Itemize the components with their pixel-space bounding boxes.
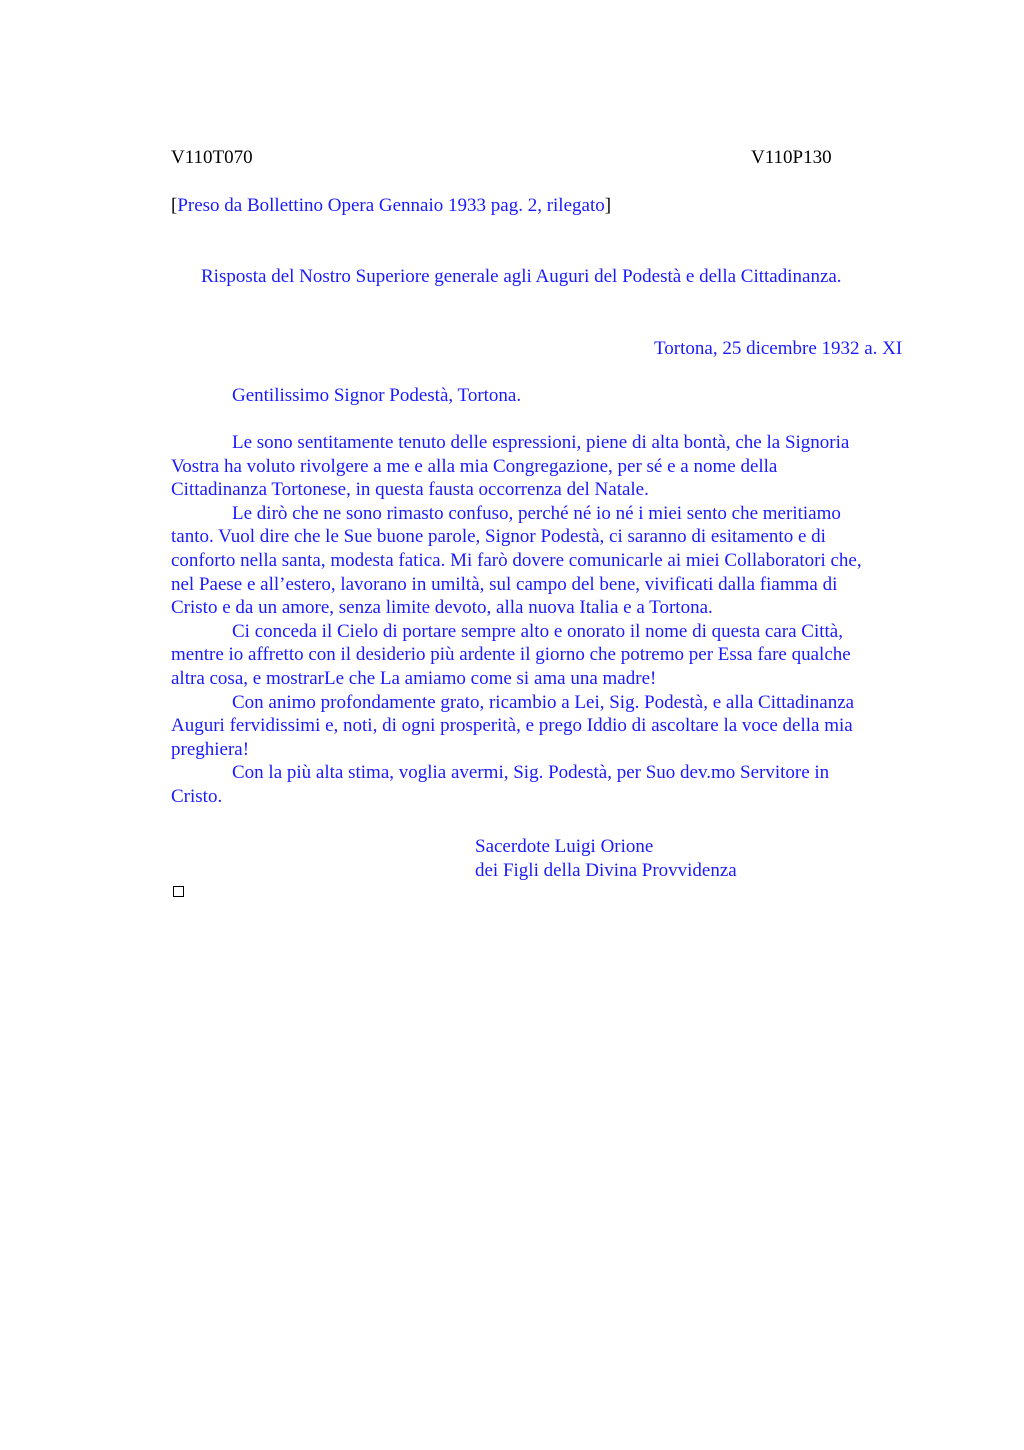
signature-name: Sacerdote Luigi Orione [475,836,654,857]
text-line: Auguri fervidissimi e, noti, di ogni prosperità, e prego Iddio di ascoltare la voce della mia [171,715,853,737]
salutation: Gentilissimo Signor Podestà, Tortona. [232,385,522,406]
signature-block [475,835,737,882]
source-note [171,194,611,218]
text-line: Cristo e da un amore, senza limite devoto, alla nuova Italia e a Tortona. [171,597,713,619]
text-line: mentre io affretto con il desiderio più ardente il giorno che potremo per Essa fare qualche [171,644,851,666]
text-line: conforto nella santa, modesta fatica. Mi farò dovere comunicarle ai miei Collaboratori che, [171,549,862,571]
paragraph-2 [171,502,931,620]
paragraph-4 [171,691,931,762]
end-of-document-box-icon [173,886,184,897]
signature-congregation: dei Figli della Divina Provvidenza [475,859,737,881]
text-line: Cristo. [171,785,223,807]
text-line: Ci conceda il Cielo di portare sempre alto e onorato il nome di questa cara Città, [232,620,843,642]
source-open-bracket: [ [171,195,178,216]
letter-heading: Risposta del Nostro Superiore generale agli Auguri del Podestà e della Cittadinanza. [201,266,842,287]
text-line: tanto. Vuol dire che le Sue buone parole, Signor Podestà, ci saranno di esitamento e di [171,526,826,548]
text-line: Cittadinanza Tortonese, in questa fausta occorrenza del Natale. [171,479,649,501]
document-code-right: V110P130 [751,147,832,168]
text-line: Vostra ha voluto rivolgere a me e alla mia Congregazione, per sé e a nome della [171,455,778,477]
paragraph-1 [171,431,931,502]
text-line: altra cosa, e mostrarLe che La amiamo come si ama una madre! [171,667,657,689]
text-line: nel Paese e all’estero, lavorano in umiltà, sul campo del bene, vivificati dalla fiamma di [171,573,838,595]
dateline: Tortona, 25 dicembre 1932 a. XI [654,338,903,359]
source-close-bracket: ] [604,195,612,216]
text-line: Con animo profondamente grato, ricambio a Lei, Sig. Podestà, e alla Cittadinanza [232,691,855,713]
letter-body [171,431,931,809]
source-text: Preso da Bollettino Opera Gennaio 1933 pag. 2, rilegato [177,195,605,216]
text-line: Le sono sentitamente tenuto delle espressioni, piene di alta bontà, che la Signoria [232,432,850,453]
paragraph-5 [171,761,931,808]
text-line: preghiera! [171,738,250,760]
text-line: Con la più alta stima, voglia avermi, Sig. Podestà, per Suo dev.mo Servitore in [232,762,830,784]
text-line: Le dirò che ne sono rimasto confuso, perché né io né i miei sento che meritiamo [232,502,841,524]
paragraph-3 [171,620,931,691]
document-code-left: V110T070 [171,147,253,168]
